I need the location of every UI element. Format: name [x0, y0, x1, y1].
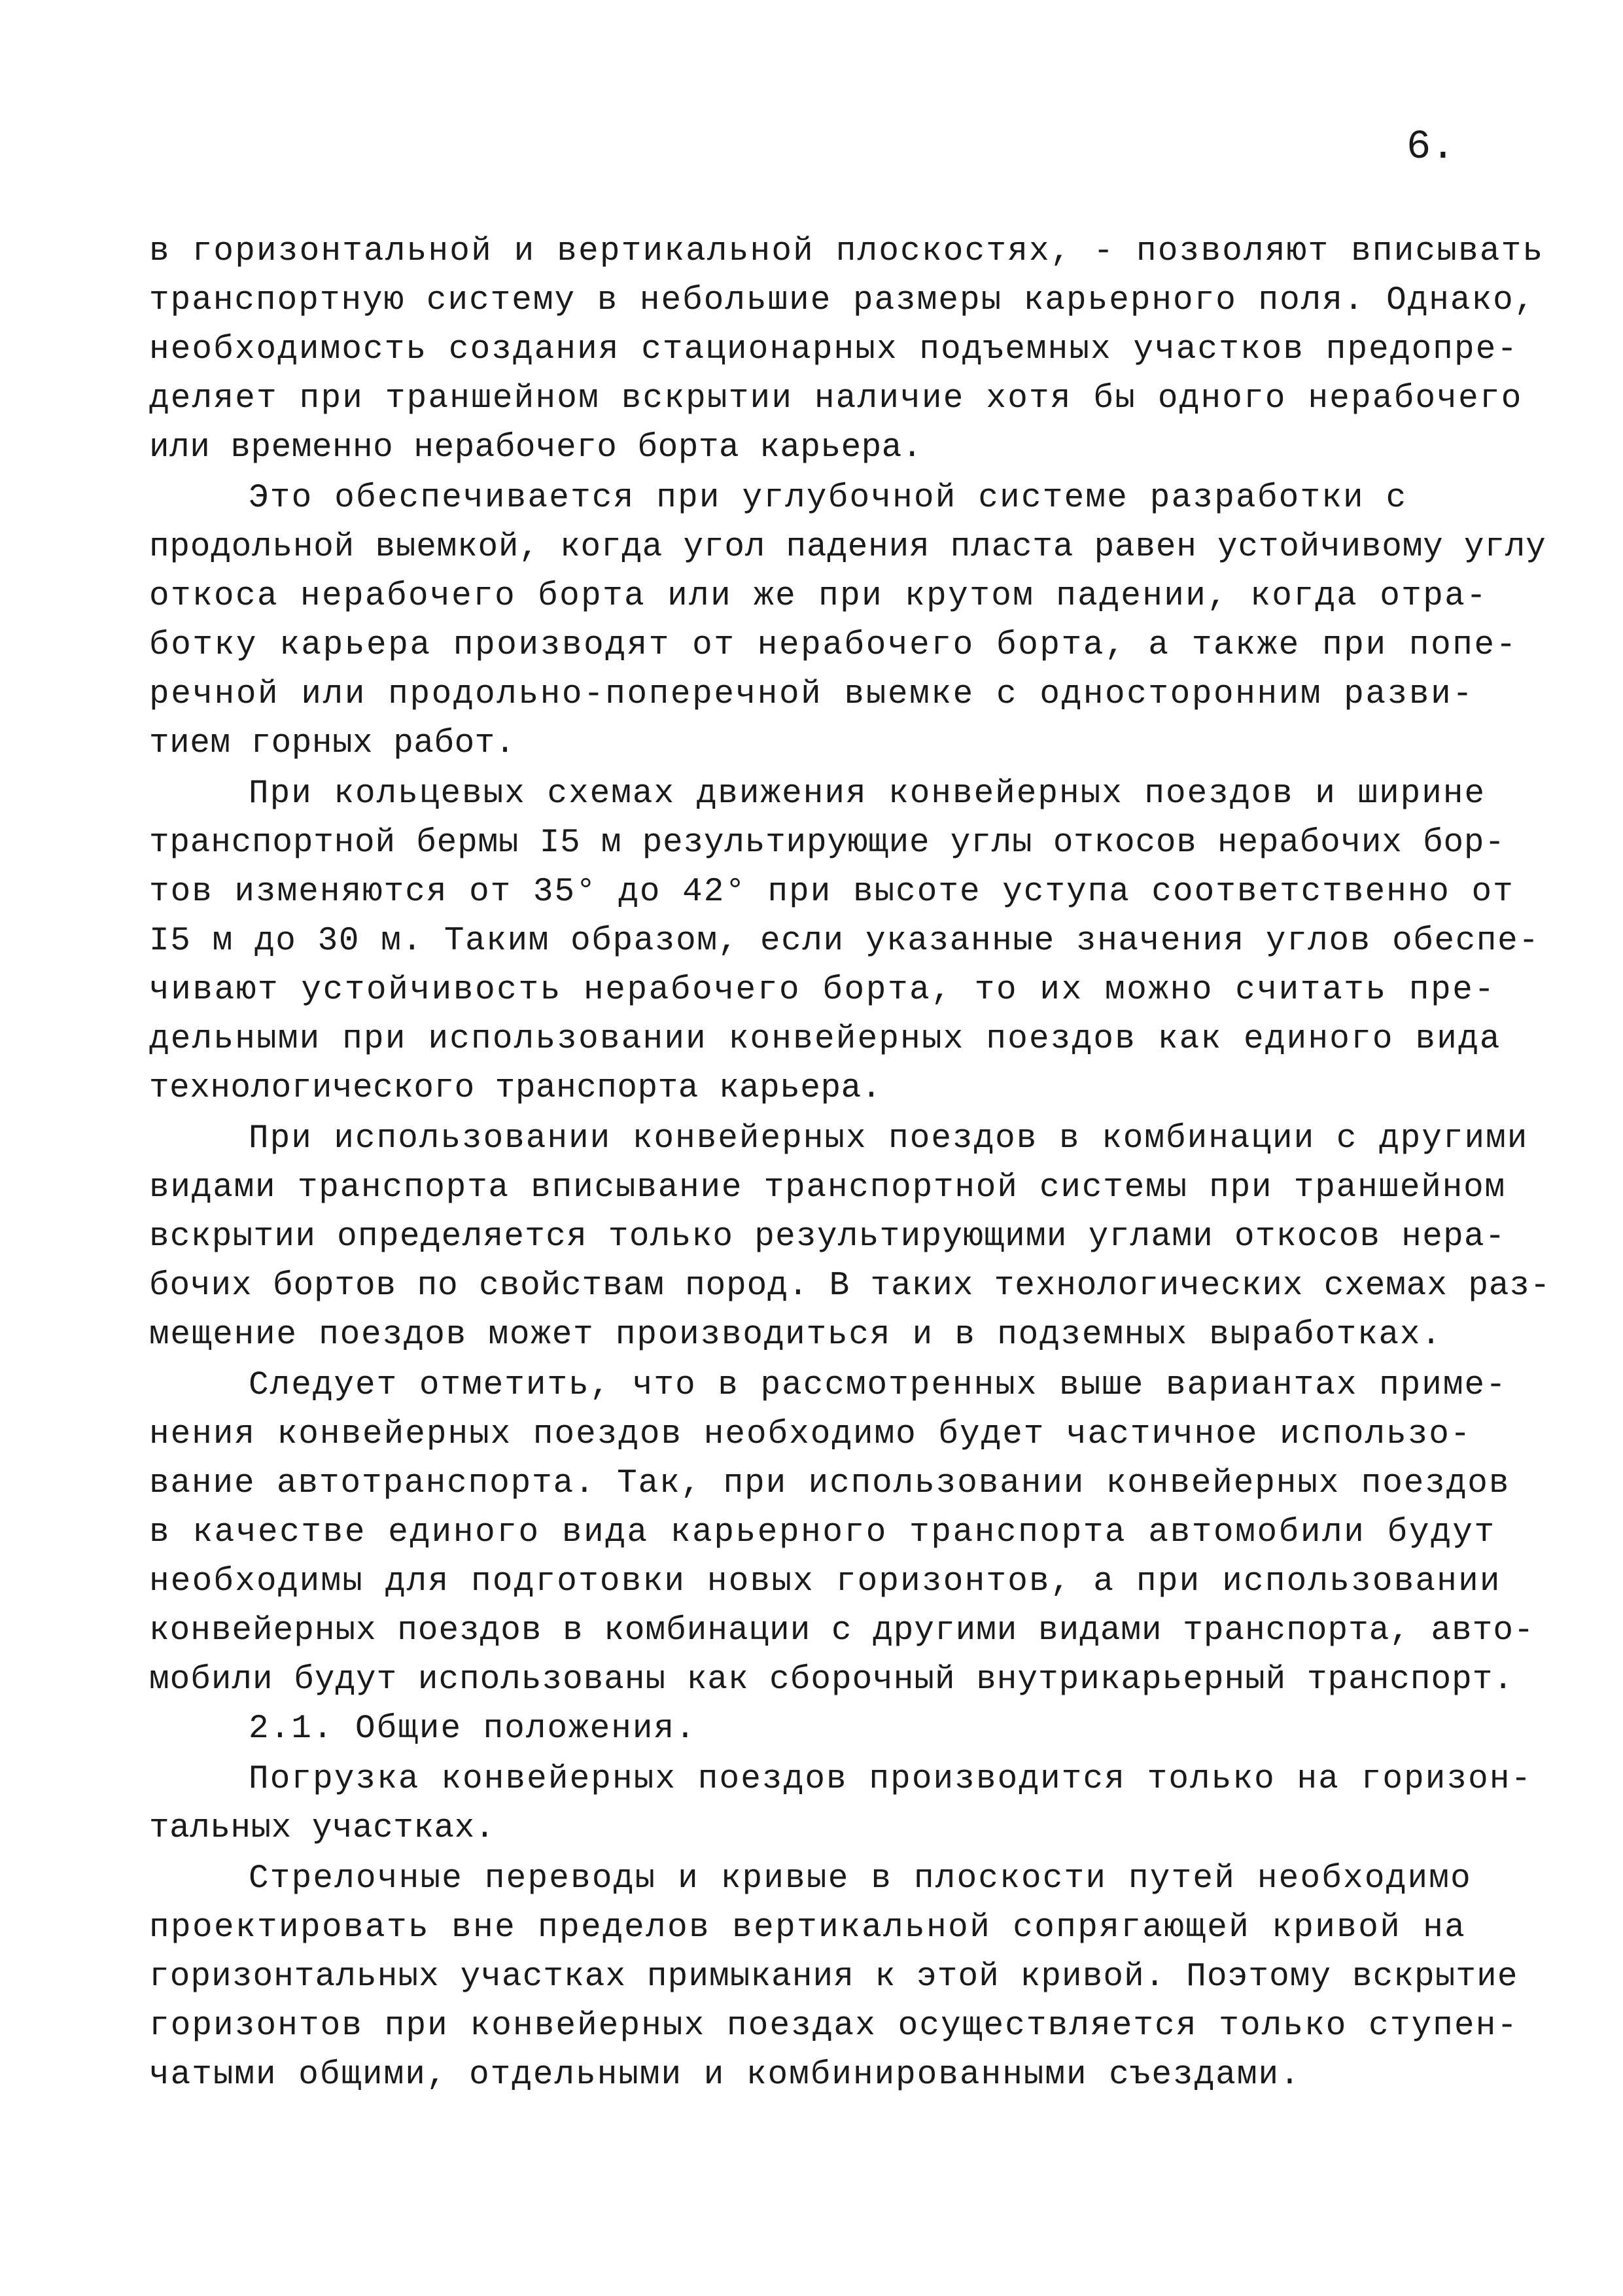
text-line: При кольцевых схемах движения конвейерных поездов и ширине — [249, 775, 1486, 813]
text-line: горизонтальных участках примыкания к этой кривой. Поэтому вскрытие — [149, 1958, 1518, 1996]
text-line: тием горных работ. — [149, 725, 515, 762]
text-line: мобили будут использованы как сборочный внутрикарьерный транспорт. — [149, 1661, 1514, 1699]
text-line: технологического транспорта карьера. — [149, 1070, 882, 1107]
text-line: тов изменяются от 35° до 42° при высоте уступа соответственно от — [149, 874, 1514, 911]
text-line: проектировать вне пределов вертикальной сопрягающей кривой на — [149, 1909, 1467, 1947]
text-line: Это обеспечивается при углубочной системе разработки с — [249, 480, 1408, 517]
text-line: При использовании конвейерных поездов в комбинации с другими — [249, 1120, 1529, 1157]
text-line: откоса нерабочего борта или же при крутом падении, когда отра- — [149, 578, 1488, 615]
text-line: тальных участках. — [149, 1810, 495, 1847]
text-line: конвейерных поездов в комбинации с другими видами транспорта, авто- — [149, 1612, 1535, 1650]
text-line: транспортной бермы I5 м результирующие углы откосов нерабочих бор- — [149, 824, 1505, 862]
text-line: Погрузка конвейерных поездов производится только на горизон- — [249, 1761, 1533, 1798]
text-line: чивают устойчивость нерабочего борта, то их можно считать пре- — [149, 972, 1496, 1009]
text-line: видами транспорта вписывание транспортной системы при траншейном — [149, 1169, 1506, 1207]
text-line: мещение поездов может производиться и в подземных выработках. — [149, 1316, 1442, 1354]
text-line: ботку карьера производят от нерабочего борта, а также при попе- — [149, 627, 1518, 664]
text-line: бочих бортов по свойствам пород. В таких технологических схемах раз- — [149, 1267, 1551, 1305]
text-line: деляет при траншейном вскрытии наличие хотя бы одного нерабочего — [149, 380, 1523, 417]
text-line: или временно нерабочего борта карьера. — [149, 429, 922, 467]
section-heading: 2.1. Общие положения. — [249, 1710, 697, 1748]
text-line: продольной выемкой, когда угол падения пласта равен устойчивому углу — [149, 529, 1546, 566]
text-line: Следует отметить, что в рассмотренных выше вариантах приме- — [249, 1367, 1507, 1404]
text-line: нения конвейерных поездов необходимо будет частичное использо- — [149, 1416, 1472, 1453]
text-line: Стрелочные переводы и кривые в плоскости путей необходимо — [249, 1860, 1472, 1898]
text-line: вание автотранспорта. Так, при использовании конвейерных поездов — [149, 1465, 1510, 1502]
text-line: речной или продольно-поперечной выемке с односторонним разви- — [149, 676, 1475, 713]
text-line: I5 м до 30 м. Таким образом, если указанные значения углов обеспе- — [149, 923, 1540, 960]
text-line: дельными при использовании конвейерных поездов как единого вида — [149, 1021, 1501, 1058]
text-line: необходимы для подготовки новых горизонтов, а при использовании — [149, 1563, 1501, 1600]
text-line: чатыми общими, отдельными и комбинированными съездами. — [149, 2057, 1301, 2094]
text-line: транспортную систему в небольшие размеры карьерного поля. Однако, — [149, 282, 1536, 319]
text-line: вскрытии определяется только результирующими углами откосов нера- — [149, 1218, 1506, 1256]
text-line: в горизонтальной и вертикальной плоскостях, - позволяют вписывать — [149, 233, 1544, 270]
text-line: необходимость создания стационарных подъемных участков предопре- — [149, 331, 1519, 368]
text-line: в качестве единого вида карьерного транспорта автомобили будут — [149, 1514, 1496, 1551]
text-line: горизонтов при конвейерных поездах осуществляется только ступен- — [149, 2007, 1519, 2045]
page-number: 6. — [1406, 124, 1456, 170]
